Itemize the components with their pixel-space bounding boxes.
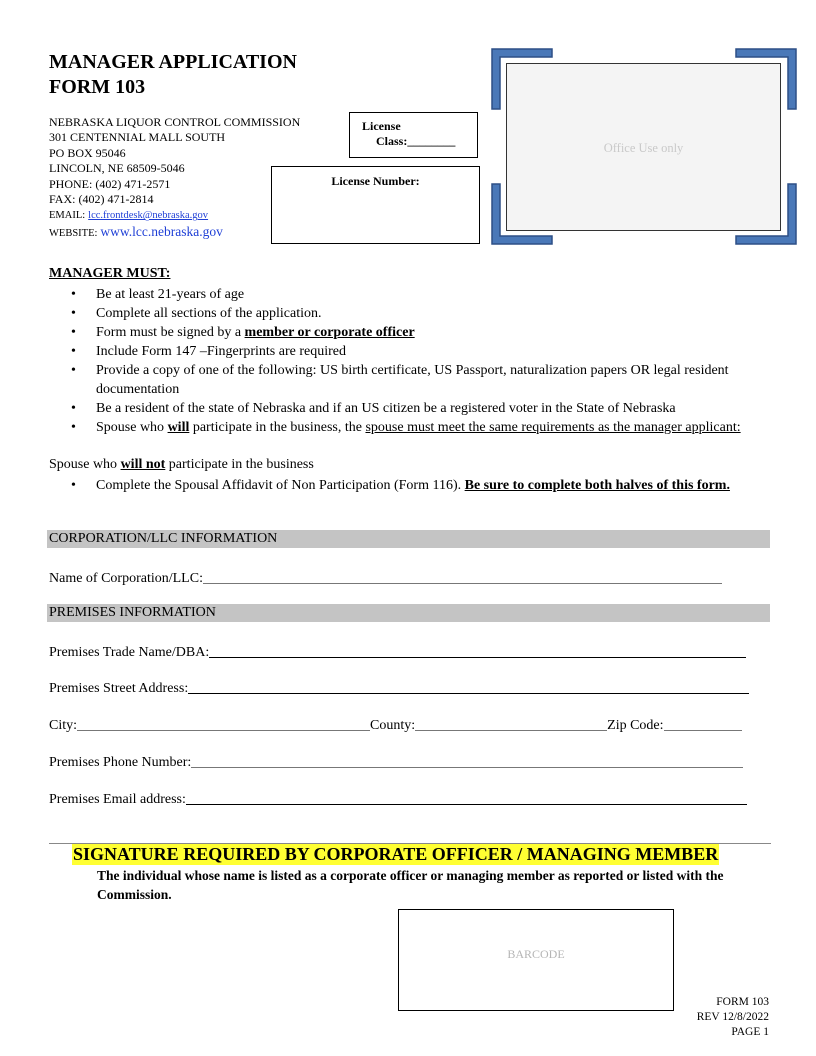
agency-email-row bbox=[49, 207, 300, 223]
zip-label: Zip Code: bbox=[607, 718, 664, 733]
trade-name-row bbox=[49, 641, 746, 661]
spouse-affidavit-list bbox=[49, 476, 771, 495]
phone-row bbox=[49, 751, 743, 771]
manager-requirements-list bbox=[49, 285, 771, 437]
zip-input[interactable] bbox=[664, 715, 742, 731]
license-label: License bbox=[362, 119, 401, 133]
form-title bbox=[49, 50, 297, 100]
agency-fax: FAX: (402) 471-2814 bbox=[49, 192, 154, 207]
agency-street: 301 CENTENNIAL MALL SOUTH bbox=[49, 130, 226, 145]
agency-address-block bbox=[49, 115, 300, 241]
form-title-line1: MANAGER APPLICATION bbox=[49, 51, 297, 73]
spouse-not-participating: Spouse who will not participate in the business bbox=[49, 457, 314, 472]
signature-instructions: The individual whose name is listed as a corporate officer or managing member as reported or listed with the Commission. bbox=[97, 868, 724, 902]
premises-email-label: Premises Email address: bbox=[49, 792, 186, 807]
county-input[interactable] bbox=[415, 715, 607, 731]
street-address-label: Premises Street Address: bbox=[49, 681, 189, 696]
list-item: • Form must be signed by a member or corporate officer bbox=[49, 323, 771, 342]
agency-phone: PHONE: (402) 471-2571 bbox=[49, 176, 171, 191]
premises-phone-label: Premises Phone Number: bbox=[49, 755, 192, 770]
form-title-line2: FORM 103 bbox=[49, 76, 146, 98]
county-label: County: bbox=[370, 718, 416, 733]
trade-name-label: Premises Trade Name/DBA: bbox=[49, 645, 210, 660]
signature-heading: SIGNATURE REQUIRED BY CORPORATE OFFICER / MANAGING MEMBER bbox=[73, 844, 719, 864]
agency-website-row bbox=[49, 224, 300, 241]
list-item: • Complete the Spousal Affidavit of Non Participation (Form 116). Be sure to complete both halves of this form. bbox=[49, 476, 771, 495]
list-item: • Be at least 21-years of age bbox=[49, 285, 771, 304]
corporation-name-label: Name of Corporation/LLC: bbox=[49, 571, 203, 586]
footer-revision: REV 12/8/2022 bbox=[696, 1011, 769, 1023]
corporation-name-row bbox=[49, 567, 722, 587]
agency-city: LINCOLN, NE 68509-5046 bbox=[49, 161, 185, 176]
office-use-box bbox=[506, 63, 781, 231]
barcode-label: BARCODE bbox=[507, 947, 565, 961]
email-label: EMAIL: bbox=[49, 210, 86, 222]
footer-form: FORM 103 bbox=[716, 996, 769, 1008]
license-class-box bbox=[349, 112, 478, 158]
agency-name: NEBRASKA LIQUOR CONTROL COMMISSION bbox=[49, 115, 301, 129]
email-row bbox=[49, 788, 747, 808]
street-address-row bbox=[49, 677, 749, 697]
premises-section-header: PREMISES INFORMATION bbox=[47, 604, 770, 622]
corporation-section-header: CORPORATION/LLC INFORMATION bbox=[47, 530, 770, 548]
list-item: • Complete all sections of the application. bbox=[49, 304, 771, 323]
list-item: • Be a resident of the state of Nebraska and if an US citizen be a registered voter in the State of Nebraska bbox=[49, 399, 771, 418]
barcode-box bbox=[398, 909, 674, 1011]
class-field[interactable]: Class:________ bbox=[376, 134, 456, 148]
manager-must-heading: MANAGER MUST: bbox=[49, 266, 171, 281]
city-county-zip-row bbox=[49, 714, 742, 734]
corporation-name-input[interactable] bbox=[203, 568, 722, 584]
email-link[interactable]: lcc.frontdesk@nebraska.gov bbox=[88, 210, 209, 222]
premises-phone-input[interactable] bbox=[191, 752, 743, 768]
trade-name-input[interactable] bbox=[209, 642, 746, 658]
city-input[interactable] bbox=[77, 715, 370, 731]
list-item: • Spouse who will participate in the business, the spouse must meet the same requirements as the manager applicant: bbox=[49, 418, 771, 437]
license-number-box[interactable] bbox=[271, 166, 480, 244]
agency-po-box: PO BOX 95046 bbox=[49, 145, 126, 160]
website-label: WEBSITE: bbox=[49, 227, 98, 239]
page-footer bbox=[697, 995, 769, 1040]
city-label: City: bbox=[49, 718, 78, 733]
license-number-label: License Number: bbox=[331, 174, 420, 188]
list-item: • Include Form 147 –Fingerprints are required bbox=[49, 342, 771, 361]
footer-page: PAGE 1 bbox=[731, 1026, 769, 1038]
list-item: • Provide a copy of one of the following: US birth certificate, US Passport, naturalization papers OR legal resident documentation bbox=[49, 361, 771, 399]
premises-email-input[interactable] bbox=[186, 789, 747, 805]
website-link[interactable]: www.lcc.nebraska.gov bbox=[100, 223, 223, 239]
office-use-label: Office Use only bbox=[603, 141, 684, 155]
street-address-input[interactable] bbox=[188, 678, 749, 694]
